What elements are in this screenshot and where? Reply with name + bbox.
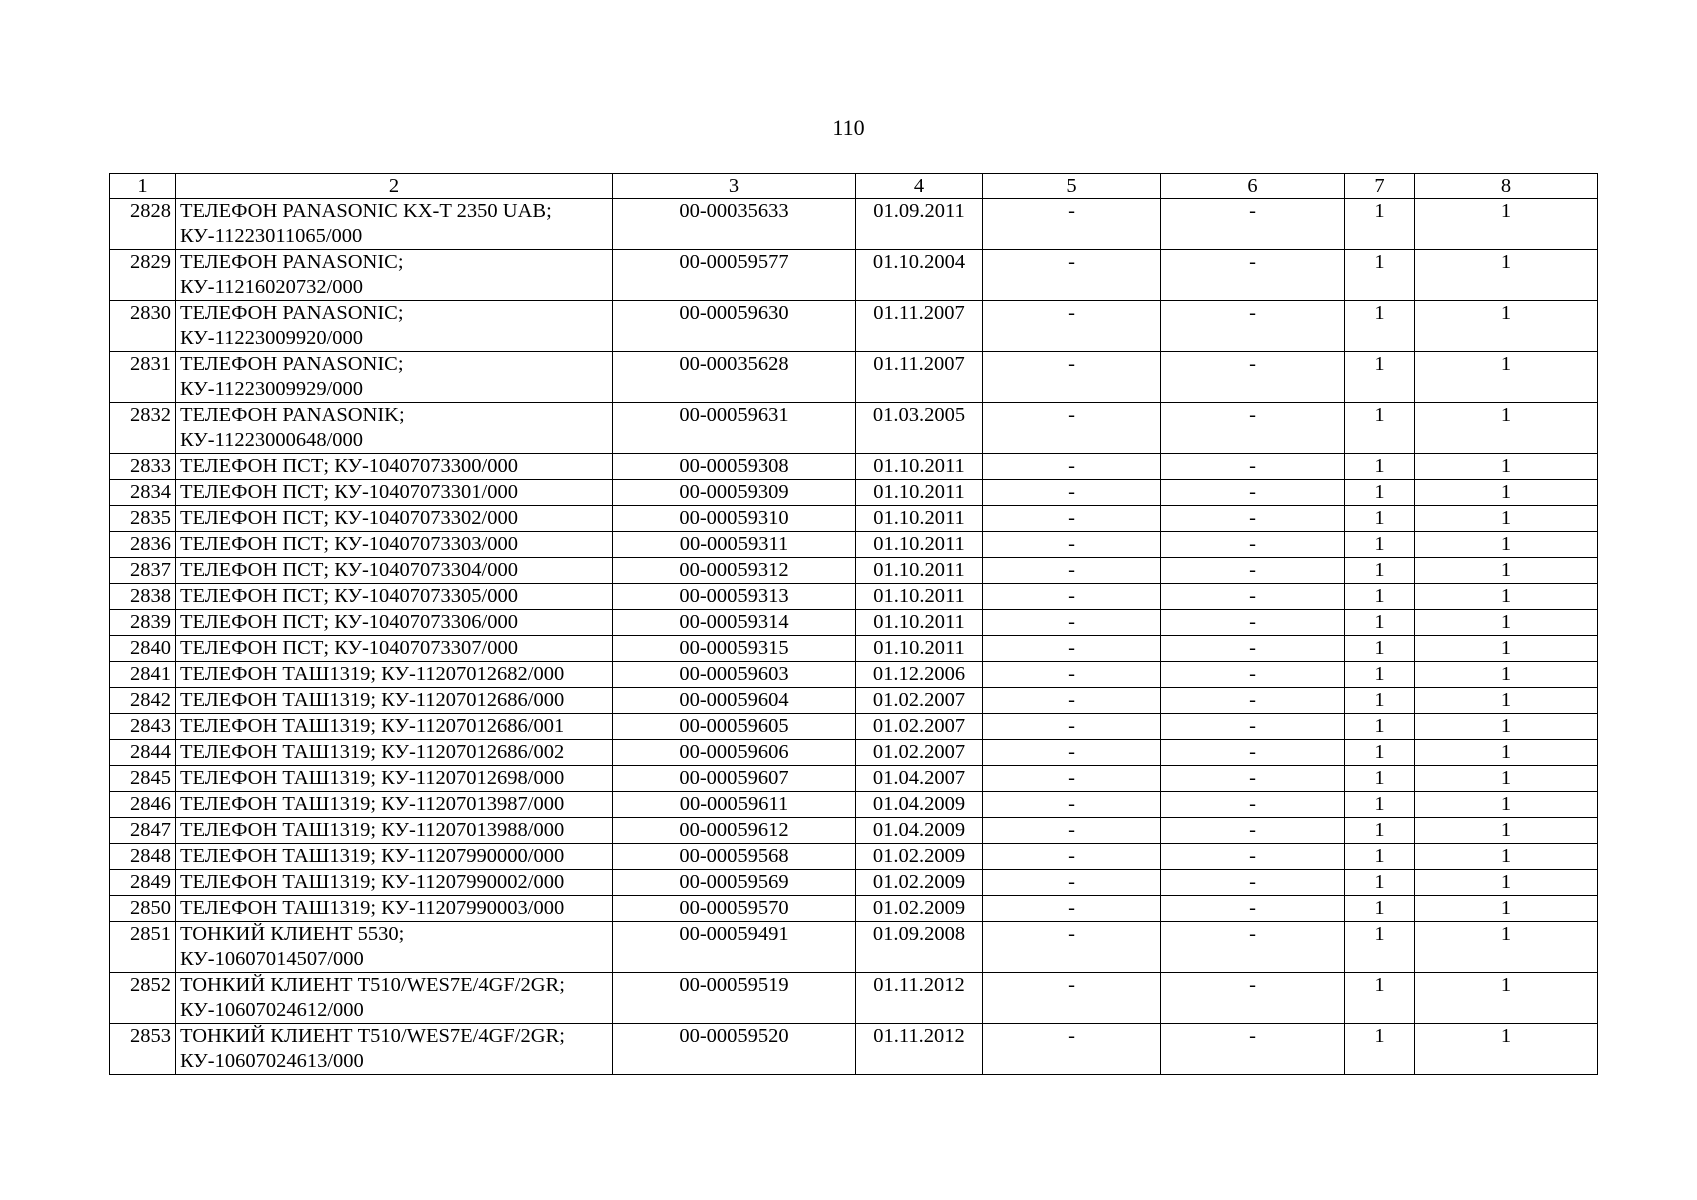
column-6-cell: - [1161, 558, 1345, 584]
row-number: 2831 [110, 352, 176, 403]
column-7-cell: 1 [1345, 844, 1415, 870]
column-5-cell: - [983, 250, 1161, 301]
inventory-code: 00-00059630 [613, 301, 856, 352]
table-row [110, 301, 1598, 352]
column-7-cell: 1 [1345, 301, 1415, 352]
inventory-code: 00-00059491 [613, 922, 856, 973]
item-name: ТОНКИЙ КЛИЕНТ 5530; КУ-10607014507/000 [176, 922, 613, 973]
row-number: 2852 [110, 973, 176, 1024]
column-8-cell: 1 [1415, 301, 1598, 352]
item-name: ТЕЛЕФОН ПСТ; КУ-10407073306/000 [176, 610, 613, 636]
item-name: ТЕЛЕФОН PANASONIC; КУ-11223009929/000 [176, 352, 613, 403]
column-6-cell: - [1161, 662, 1345, 688]
column-5-cell: - [983, 506, 1161, 532]
column-5-cell: - [983, 558, 1161, 584]
column-7-cell: 1 [1345, 740, 1415, 766]
column-6-cell: - [1161, 792, 1345, 818]
column-8-cell: 1 [1415, 870, 1598, 896]
date-cell: 01.10.2004 [856, 250, 983, 301]
inventory-code: 00-00059631 [613, 403, 856, 454]
date-cell: 01.11.2012 [856, 1024, 983, 1075]
column-8-cell: 1 [1415, 480, 1598, 506]
item-name: ТЕЛЕФОН ТАШ1319; КУ-11207012698/000 [176, 766, 613, 792]
table-row [110, 792, 1598, 818]
column-8-cell: 1 [1415, 973, 1598, 1024]
column-6-cell: - [1161, 506, 1345, 532]
column-7-cell: 1 [1345, 610, 1415, 636]
inventory-code: 00-00059568 [613, 844, 856, 870]
date-cell: 01.02.2007 [856, 740, 983, 766]
row-number: 2834 [110, 480, 176, 506]
row-number: 2835 [110, 506, 176, 532]
column-5-cell: - [983, 973, 1161, 1024]
column-6-cell: - [1161, 636, 1345, 662]
row-number: 2829 [110, 250, 176, 301]
table-row [110, 403, 1598, 454]
table-row [110, 896, 1598, 922]
row-number: 2828 [110, 199, 176, 250]
row-number: 2849 [110, 870, 176, 896]
table-row [110, 480, 1598, 506]
row-number: 2851 [110, 922, 176, 973]
column-8-cell: 1 [1415, 610, 1598, 636]
column-7-cell: 1 [1345, 480, 1415, 506]
date-cell: 01.11.2007 [856, 301, 983, 352]
inventory-code: 00-00059605 [613, 714, 856, 740]
column-6-cell: - [1161, 352, 1345, 403]
column-8-cell: 1 [1415, 403, 1598, 454]
inventory-code: 00-00059520 [613, 1024, 856, 1075]
header-row [110, 174, 1598, 199]
column-7-cell: 1 [1345, 818, 1415, 844]
inventory-code: 00-00059577 [613, 250, 856, 301]
table-row [110, 766, 1598, 792]
column-5-cell: - [983, 740, 1161, 766]
column-7-cell: 1 [1345, 199, 1415, 250]
date-cell: 01.04.2009 [856, 792, 983, 818]
column-7-cell: 1 [1345, 922, 1415, 973]
column-6-cell: - [1161, 454, 1345, 480]
column-7-cell: 1 [1345, 688, 1415, 714]
column-5-cell: - [983, 792, 1161, 818]
column-6-cell: - [1161, 740, 1345, 766]
item-name: ТЕЛЕФОН PANASONIC; КУ-11223009920/000 [176, 301, 613, 352]
date-cell: 01.10.2011 [856, 532, 983, 558]
table-row [110, 584, 1598, 610]
column-5-cell: - [983, 714, 1161, 740]
inventory-code: 00-00059611 [613, 792, 856, 818]
table-row [110, 199, 1598, 250]
column-header: 4 [856, 174, 983, 199]
inventory-code: 00-00059315 [613, 636, 856, 662]
item-name: ТЕЛЕФОН ПСТ; КУ-10407073301/000 [176, 480, 613, 506]
column-7-cell: 1 [1345, 870, 1415, 896]
column-6-cell: - [1161, 250, 1345, 301]
column-6-cell: - [1161, 818, 1345, 844]
row-number: 2847 [110, 818, 176, 844]
table-row [110, 818, 1598, 844]
column-5-cell: - [983, 688, 1161, 714]
table-row [110, 688, 1598, 714]
column-7-cell: 1 [1345, 766, 1415, 792]
table-row [110, 636, 1598, 662]
date-cell: 01.10.2011 [856, 480, 983, 506]
column-5-cell: - [983, 844, 1161, 870]
inventory-table [109, 173, 1598, 1075]
column-7-cell: 1 [1345, 792, 1415, 818]
date-cell: 01.12.2006 [856, 662, 983, 688]
inventory-code: 00-00059314 [613, 610, 856, 636]
column-6-cell: - [1161, 403, 1345, 454]
column-6-cell: - [1161, 844, 1345, 870]
date-cell: 01.04.2009 [856, 818, 983, 844]
column-7-cell: 1 [1345, 1024, 1415, 1075]
column-5-cell: - [983, 301, 1161, 352]
column-8-cell: 1 [1415, 766, 1598, 792]
column-5-cell: - [983, 584, 1161, 610]
date-cell: 01.11.2007 [856, 352, 983, 403]
column-header: 3 [613, 174, 856, 199]
column-7-cell: 1 [1345, 454, 1415, 480]
table-row [110, 870, 1598, 896]
item-name: ТЕЛЕФОН ПСТ; КУ-10407073302/000 [176, 506, 613, 532]
column-6-cell: - [1161, 922, 1345, 973]
column-8-cell: 1 [1415, 662, 1598, 688]
date-cell: 01.10.2011 [856, 584, 983, 610]
inventory-code: 00-00035633 [613, 199, 856, 250]
table-row [110, 922, 1598, 973]
row-number: 2837 [110, 558, 176, 584]
inventory-code: 00-00059604 [613, 688, 856, 714]
column-8-cell: 1 [1415, 792, 1598, 818]
row-number: 2842 [110, 688, 176, 714]
inventory-code: 00-00059612 [613, 818, 856, 844]
item-name: ТОНКИЙ КЛИЕНТ T510/WES7E/4GF/2GR; КУ-10607024612/000 [176, 973, 613, 1024]
item-name: ТЕЛЕФОН PANASONIC; КУ-11216020732/000 [176, 250, 613, 301]
date-cell: 01.03.2005 [856, 403, 983, 454]
column-header: 1 [110, 174, 176, 199]
column-7-cell: 1 [1345, 662, 1415, 688]
column-6-cell: - [1161, 480, 1345, 506]
date-cell: 01.09.2011 [856, 199, 983, 250]
row-number: 2838 [110, 584, 176, 610]
item-name: ТЕЛЕФОН ПСТ; КУ-10407073304/000 [176, 558, 613, 584]
inventory-code: 00-00035628 [613, 352, 856, 403]
item-name: ТЕЛЕФОН ТАШ1319; КУ-11207012686/000 [176, 688, 613, 714]
column-8-cell: 1 [1415, 714, 1598, 740]
column-7-cell: 1 [1345, 352, 1415, 403]
table-row [110, 844, 1598, 870]
column-6-cell: - [1161, 532, 1345, 558]
column-7-cell: 1 [1345, 714, 1415, 740]
item-name: ТЕЛЕФОН ПСТ; КУ-10407073305/000 [176, 584, 613, 610]
row-number: 2841 [110, 662, 176, 688]
item-name: ТЕЛЕФОН ПСТ; КУ-10407073307/000 [176, 636, 613, 662]
column-header: 5 [983, 174, 1161, 199]
item-name: ТЕЛЕФОН ТАШ1319; КУ-11207990000/000 [176, 844, 613, 870]
column-7-cell: 1 [1345, 532, 1415, 558]
column-6-cell: - [1161, 973, 1345, 1024]
column-7-cell: 1 [1345, 973, 1415, 1024]
item-name: ТЕЛЕФОН ТАШ1319; КУ-11207013987/000 [176, 792, 613, 818]
column-5-cell: - [983, 818, 1161, 844]
row-number: 2843 [110, 714, 176, 740]
date-cell: 01.09.2008 [856, 922, 983, 973]
item-name: ТЕЛЕФОН ТАШ1319; КУ-11207990002/000 [176, 870, 613, 896]
column-7-cell: 1 [1345, 636, 1415, 662]
table-row [110, 740, 1598, 766]
row-number: 2853 [110, 1024, 176, 1075]
column-7-cell: 1 [1345, 558, 1415, 584]
date-cell: 01.02.2007 [856, 688, 983, 714]
column-6-cell: - [1161, 896, 1345, 922]
item-name: ТЕЛЕФОН ТАШ1319; КУ-11207013988/000 [176, 818, 613, 844]
inventory-code: 00-00059519 [613, 973, 856, 1024]
column-5-cell: - [983, 922, 1161, 973]
column-header: 7 [1345, 174, 1415, 199]
inventory-code: 00-00059311 [613, 532, 856, 558]
column-7-cell: 1 [1345, 506, 1415, 532]
date-cell: 01.10.2011 [856, 454, 983, 480]
table-row [110, 250, 1598, 301]
date-cell: 01.02.2009 [856, 844, 983, 870]
column-5-cell: - [983, 662, 1161, 688]
column-5-cell: - [983, 636, 1161, 662]
column-7-cell: 1 [1345, 403, 1415, 454]
column-header: 8 [1415, 174, 1598, 199]
date-cell: 01.10.2011 [856, 506, 983, 532]
item-name: ТЕЛЕФОН PANASONIC KX-T 2350 UAB; КУ-11223011065/000 [176, 199, 613, 250]
column-8-cell: 1 [1415, 922, 1598, 973]
column-5-cell: - [983, 352, 1161, 403]
column-header: 2 [176, 174, 613, 199]
inventory-code: 00-00059313 [613, 584, 856, 610]
inventory-code: 00-00059312 [613, 558, 856, 584]
table-row [110, 454, 1598, 480]
table-row [110, 506, 1598, 532]
page-number: 110 [832, 115, 865, 140]
row-number: 2830 [110, 301, 176, 352]
column-6-cell: - [1161, 688, 1345, 714]
column-5-cell: - [983, 199, 1161, 250]
item-name: ТЕЛЕФОН ПСТ; КУ-10407073300/000 [176, 454, 613, 480]
inventory-code: 00-00059309 [613, 480, 856, 506]
row-number: 2846 [110, 792, 176, 818]
inventory-code: 00-00059603 [613, 662, 856, 688]
column-6-cell: - [1161, 610, 1345, 636]
column-5-cell: - [983, 480, 1161, 506]
column-8-cell: 1 [1415, 1024, 1598, 1075]
column-8-cell: 1 [1415, 818, 1598, 844]
date-cell: 01.02.2007 [856, 714, 983, 740]
inventory-code: 00-00059606 [613, 740, 856, 766]
table-row [110, 973, 1598, 1024]
date-cell: 01.10.2011 [856, 636, 983, 662]
row-number: 2850 [110, 896, 176, 922]
column-6-cell: - [1161, 584, 1345, 610]
row-number: 2839 [110, 610, 176, 636]
row-number: 2833 [110, 454, 176, 480]
column-8-cell: 1 [1415, 740, 1598, 766]
table-row [110, 610, 1598, 636]
row-number: 2848 [110, 844, 176, 870]
date-cell: 01.10.2011 [856, 610, 983, 636]
table-row [110, 352, 1598, 403]
column-8-cell: 1 [1415, 844, 1598, 870]
table-row [110, 532, 1598, 558]
column-5-cell: - [983, 403, 1161, 454]
item-name: ТЕЛЕФОН ТАШ1319; КУ-11207012686/002 [176, 740, 613, 766]
date-cell: 01.02.2009 [856, 896, 983, 922]
column-5-cell: - [983, 1024, 1161, 1075]
table-row [110, 662, 1598, 688]
column-7-cell: 1 [1345, 896, 1415, 922]
table-row [110, 558, 1598, 584]
column-5-cell: - [983, 870, 1161, 896]
column-7-cell: 1 [1345, 250, 1415, 301]
table-row [110, 714, 1598, 740]
column-6-cell: - [1161, 714, 1345, 740]
column-8-cell: 1 [1415, 558, 1598, 584]
column-5-cell: - [983, 896, 1161, 922]
item-name: ТОНКИЙ КЛИЕНТ T510/WES7E/4GF/2GR; КУ-10607024613/000 [176, 1024, 613, 1075]
row-number: 2844 [110, 740, 176, 766]
item-name: ТЕЛЕФОН ТАШ1319; КУ-11207012686/001 [176, 714, 613, 740]
column-8-cell: 1 [1415, 636, 1598, 662]
column-8-cell: 1 [1415, 250, 1598, 301]
inventory-code: 00-00059607 [613, 766, 856, 792]
column-5-cell: - [983, 532, 1161, 558]
date-cell: 01.11.2012 [856, 973, 983, 1024]
inventory-code: 00-00059570 [613, 896, 856, 922]
column-5-cell: - [983, 610, 1161, 636]
row-number: 2840 [110, 636, 176, 662]
item-name: ТЕЛЕФОН PANASONIK; КУ-11223000648/000 [176, 403, 613, 454]
table-row [110, 1024, 1598, 1075]
column-8-cell: 1 [1415, 199, 1598, 250]
column-6-cell: - [1161, 1024, 1345, 1075]
column-6-cell: - [1161, 870, 1345, 896]
row-number: 2836 [110, 532, 176, 558]
column-header: 6 [1161, 174, 1345, 199]
column-8-cell: 1 [1415, 896, 1598, 922]
item-name: ТЕЛЕФОН ПСТ; КУ-10407073303/000 [176, 532, 613, 558]
column-5-cell: - [983, 454, 1161, 480]
column-8-cell: 1 [1415, 506, 1598, 532]
column-6-cell: - [1161, 766, 1345, 792]
column-6-cell: - [1161, 199, 1345, 250]
column-8-cell: 1 [1415, 352, 1598, 403]
column-8-cell: 1 [1415, 688, 1598, 714]
column-5-cell: - [983, 766, 1161, 792]
inventory-code: 00-00059310 [613, 506, 856, 532]
date-cell: 01.10.2011 [856, 558, 983, 584]
row-number: 2832 [110, 403, 176, 454]
item-name: ТЕЛЕФОН ТАШ1319; КУ-11207012682/000 [176, 662, 613, 688]
column-7-cell: 1 [1345, 584, 1415, 610]
column-8-cell: 1 [1415, 532, 1598, 558]
column-8-cell: 1 [1415, 584, 1598, 610]
row-number: 2845 [110, 766, 176, 792]
inventory-code: 00-00059569 [613, 870, 856, 896]
column-6-cell: - [1161, 301, 1345, 352]
inventory-code: 00-00059308 [613, 454, 856, 480]
date-cell: 01.04.2007 [856, 766, 983, 792]
date-cell: 01.02.2009 [856, 870, 983, 896]
item-name: ТЕЛЕФОН ТАШ1319; КУ-11207990003/000 [176, 896, 613, 922]
column-8-cell: 1 [1415, 454, 1598, 480]
